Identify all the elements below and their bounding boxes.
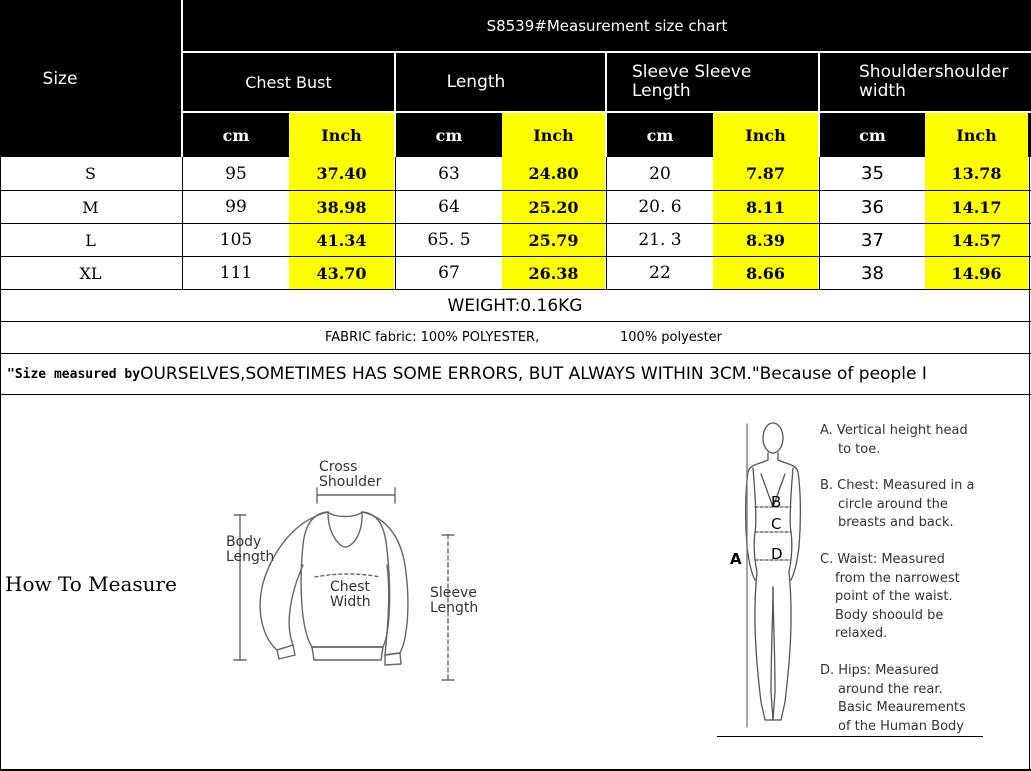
note-line: point of the waist.: [835, 589, 953, 604]
header-divider: [605, 53, 607, 157]
note-line: to toe.: [838, 441, 881, 457]
grid-line: [819, 157, 820, 290]
column-shoulder-width: Shouldershoulder width: [847, 53, 1031, 111]
note-line: A. Vertical height head: [820, 423, 968, 438]
unit-cm: cm: [183, 113, 289, 157]
header-divider: [181, 0, 183, 157]
chest-inch-m: 38.98: [289, 191, 394, 223]
note-line: D. Hips: Measured: [820, 663, 939, 678]
grid-line: [1029, 394, 1030, 771]
note-a: [820, 422, 968, 459]
chest-width-label: [330, 580, 371, 610]
marker-a: A: [730, 550, 742, 568]
shoulder-cm-s: 35: [820, 157, 925, 190]
header-divider: [183, 51, 1031, 53]
grid-line: [182, 157, 183, 290]
unit-cm: cm: [607, 113, 713, 157]
label-line: Cross: [319, 459, 358, 475]
disclaimer-prefix: "Size measured by: [7, 366, 141, 382]
column-length: Length: [396, 53, 556, 111]
grid-line: [1029, 157, 1030, 395]
header-divider: [818, 53, 820, 157]
diagram-baseline: [717, 736, 983, 737]
note-line: breasts and back.: [838, 515, 954, 530]
cross-shoulder-label: [319, 460, 381, 490]
note-d: [820, 662, 966, 736]
grid-line: [0, 394, 1, 771]
weight-text: WEIGHT:0.16KG: [1, 290, 1029, 321]
grid-line: [395, 157, 396, 290]
chest-inch-s: 37.40: [289, 157, 394, 190]
unit-inch: Inch: [502, 113, 605, 157]
unit-cm: cm: [820, 113, 925, 157]
note-line: C. Waist: Measured: [820, 552, 945, 567]
marker-c: C: [771, 515, 782, 533]
size-m: M: [0, 191, 181, 223]
note-b: [820, 477, 974, 533]
sleeve-cm-s: 20: [607, 157, 713, 190]
length-cm-l: 65. 5: [396, 224, 502, 256]
column-sleeve-length: Sleeve Sleeve Length: [620, 53, 790, 111]
note-line: Body shoould be: [835, 607, 944, 623]
note-line: around the rear.: [838, 681, 943, 697]
note-line: from the narrowest: [835, 570, 960, 586]
sleeve-cm-xl: 22: [607, 257, 713, 289]
body-length-label: [226, 535, 274, 565]
sleeve-cm-l: 21. 3: [607, 224, 713, 256]
unit-inch: Inch: [925, 113, 1028, 157]
header-divider: [183, 111, 1031, 113]
chest-cm-m: 99: [183, 191, 289, 223]
shoulder-cm-l: 37: [820, 224, 925, 256]
length-inch-xl: 26.38: [502, 257, 605, 289]
shoulder-cm-m: 36: [820, 191, 925, 223]
chest-cm-l: 105: [183, 224, 289, 256]
note-line: relaxed.: [835, 626, 888, 641]
note-c: [820, 551, 960, 644]
header-divider: [394, 53, 396, 157]
note-line: circle around the: [838, 496, 948, 512]
body-figure-icon: [725, 412, 820, 732]
chest-inch-l: 41.34: [289, 224, 394, 256]
unit-inch: Inch: [713, 113, 818, 157]
length-cm-s: 63: [396, 157, 502, 190]
marker-d: D: [771, 545, 783, 563]
sleeve-inch-xl: 8.66: [713, 257, 818, 289]
marker-b: B: [771, 493, 782, 511]
label-line: Chest: [330, 579, 371, 595]
note-line: of the Human Body: [838, 718, 964, 734]
disclaimer-text: OURSELVES,SOMETIMES HAS SOME ERRORS, BUT ALWAYS WITHIN 3CM."Because of people I: [140, 364, 927, 384]
length-inch-s: 24.80: [502, 157, 605, 190]
note-line: B. Chest: Measured in a: [820, 478, 975, 493]
sleeve-inch-l: 8.39: [713, 224, 818, 256]
grid-line: [0, 223, 1031, 224]
shoulder-cm-xl: 38: [820, 257, 925, 289]
shoulder-inch-l: 14.57: [925, 224, 1028, 256]
chart-title: S8539#Measurement size chart: [183, 0, 1031, 52]
label-line: Shoulder: [319, 474, 382, 490]
chest-cm-s: 95: [183, 157, 289, 190]
label-line: Width: [330, 594, 371, 610]
unit-cm: cm: [396, 113, 502, 157]
how-to-measure-title: How To Measure: [5, 570, 205, 598]
length-cm-m: 64: [396, 191, 502, 223]
note-line: Basic Meaurements: [838, 700, 966, 715]
length-inch-l: 25.79: [502, 224, 605, 256]
label-line: Length: [430, 600, 479, 616]
grid-line: [0, 256, 1031, 257]
label-line: Length: [226, 549, 275, 565]
length-inch-m: 25.20: [502, 191, 605, 223]
disclaimer: [1, 354, 1029, 394]
label-line: Body: [226, 534, 262, 550]
sleeve-inch-s: 7.87: [713, 157, 818, 190]
length-cm-xl: 67: [396, 257, 502, 289]
size-header: Size: [0, 0, 120, 157]
size-xl: XL: [0, 257, 181, 289]
shoulder-inch-xl: 14.96: [925, 257, 1028, 289]
sleeve-cm-m: 20. 6: [607, 191, 713, 223]
fabric-note: 100% polyester: [620, 322, 820, 353]
grid-line: [606, 157, 607, 290]
fabric-label: FABRIC fabric: 100% POLYESTER,: [325, 322, 625, 353]
shoulder-inch-s: 13.78: [925, 157, 1028, 190]
sleeve-inch-m: 8.11: [713, 191, 818, 223]
chest-cm-xl: 111: [183, 257, 289, 289]
label-line: Sleeve: [430, 585, 477, 601]
column-chest-bust: Chest Bust: [183, 53, 394, 111]
size-s: S: [0, 157, 181, 190]
size-l: L: [0, 224, 181, 256]
shoulder-inch-m: 14.17: [925, 191, 1028, 223]
unit-inch: Inch: [289, 113, 394, 157]
grid-line: [0, 394, 1031, 395]
chest-inch-xl: 43.70: [289, 257, 394, 289]
sleeve-length-label: [430, 586, 478, 616]
grid-line: [0, 190, 1031, 191]
